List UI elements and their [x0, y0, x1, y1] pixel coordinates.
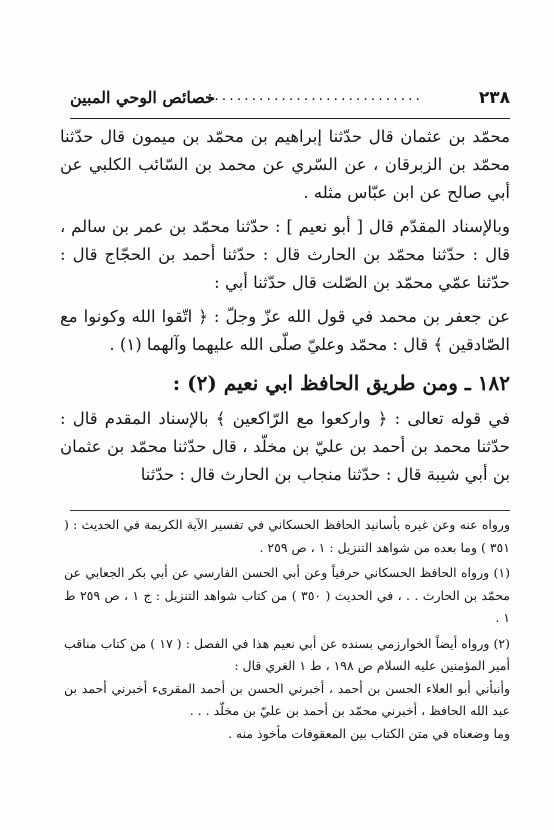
page-number: ٢٣٨ — [478, 88, 510, 108]
footnote-1: (١) ورواه الحافظ الحسكاني حرفياً وعن أبي الحسن الفارسي عن أبي بكر الجعابي عن محمّد بن الحارث . . ، في الحديث ( ٣٥٠ ) من كتاب شواهد التنزيل : ج ١ ، ص ٢٥٩ ط ١ . — [64, 565, 510, 625]
section-heading: ١٨٢ ـ ومن طريق الحافظ ابي نعيم (٢) : — [172, 371, 510, 395]
paragraph-1: محمّد بن عثمان قال حدّثنا إبراهيم بن محمّد بن ميمون قال حدّثنا محمّد بن الزبرقان ، عن السّري عن محمد بن السّائب الكلبي عن أبي صالح عن ابن عبّاس مثله . — [60, 127, 510, 202]
running-title: خصائص الوحي المبين — [70, 88, 216, 107]
footnote-2-line-3: وما وضعناه في متن الكتاب بين المعقوفات مأخوذ منه . — [227, 725, 510, 741]
header-leader-dots: ............................... — [192, 88, 423, 104]
running-header — [70, 88, 510, 116]
header-rule — [70, 118, 510, 119]
footnote-continuation: ورواه عنه وعن غيره بأسانيد الحافظ الحسكاني في تفسير الآية الكريمة في الحديث : ( ٣٥١ ) وما بعده من شواهد التنزيل : ١ ، ص ٢٥٩ . — [64, 517, 510, 555]
footnote-2: (٢) ورواه أيضاً الخوارزمي بسنده عن أبي نعيم هذا في الفصل : ( ١٧ ) من كتاب مناقب أمير المؤمنين عليه السلام ص ١٩٨ ، ط ١ الغري قال : — [64, 635, 510, 673]
footnotes — [64, 514, 510, 745]
paragraph-4: في قوله تعالى : ﴿ واركعوا مع الرّاكعين ﴾ بالإسناد المقدم قال : حدّثنا محمد بن أحمد بن عليّ بن مخلّد ، قال حدّثنا محمّد بن عثمان بن أبي شيبة قال : حدّثنا منجاب بن الحارث قال : حدّثنا — [60, 409, 510, 484]
main-text — [60, 123, 510, 489]
paragraph-2: وبالإسناد المقدّم قال [ أبو نعيم ] : حدّثنا محمّد بن عمر بن سالم ، قال : حدّثنا محمّد بن الحارث قال : حدّثنا أحمد بن الحجّاج قال : حدّثنا عمّي محمّد بن الصّلت قال حدّثنا أبي : — [60, 217, 510, 292]
footnote-rule — [70, 510, 510, 511]
footnote-2-line-2: وأنبأني أبو العلاء الحسن بن أحمد ، أخبرني الحسن بن أحمد المقرىء أخبرني أحمد بن عبد الله الحافظ ، أخبرني محمّد بن أحمد بن عليّ بن مخلّد . . . — [64, 680, 510, 718]
paragraph-3: عن جعفر بن محمد في قول الله عزّ وجلّ : ﴿ اتّقوا الله وكونوا مع الصّادقين ﴾ قال : محمّد وعليّ صلّى الله عليهما وآلهما (١) . — [60, 307, 510, 354]
